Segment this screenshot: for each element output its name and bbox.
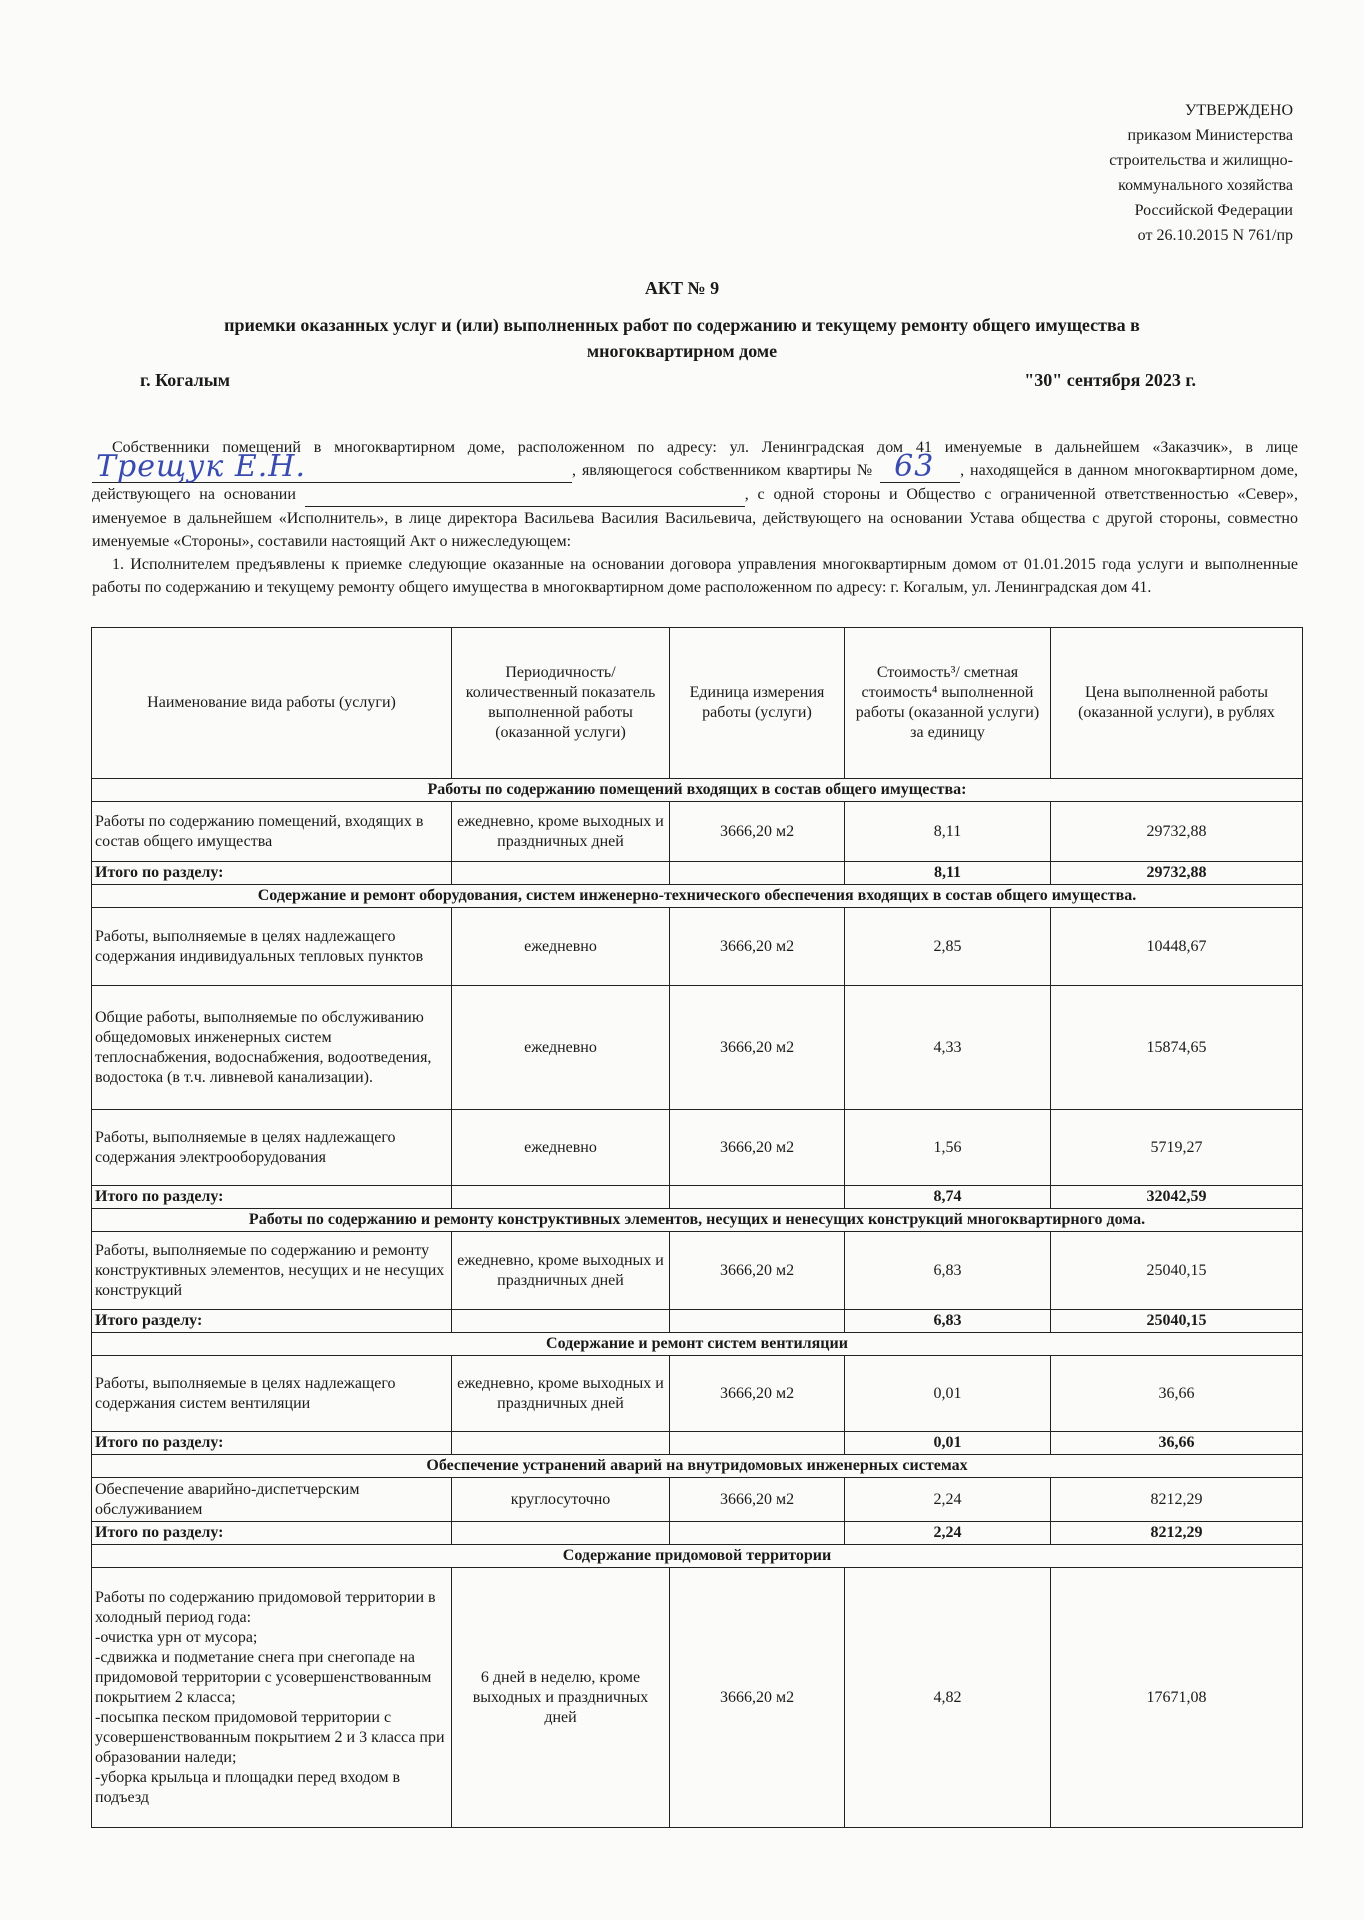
act-subtitle: приемки оказанных услуг и (или) выполненных работ по содержанию и текущему ремонту общего имущества в многоквартирном доме [224,315,1140,361]
table-row: Работы, выполняемые в целях надлежащего содержания электрооборудования ежедневно 3666,20 м2 1,56 5719,27 [92,1110,1303,1186]
owner-name-signature: Трещук Е.Н. [96,449,306,484]
section-total-row: Итого по разделу: 0,01 36,66 [92,1432,1303,1455]
approval-line: приказом Министерства [1127,127,1293,144]
section-row: Работы по содержанию помещений входящих в состав общего имущества: [92,779,1303,802]
act-title: АКТ № 9 [644,278,720,298]
header-cost: Стоимость³/ сметная стоимость⁴ выполненной работы (оказанной услуги) за единицу [845,628,1051,779]
apartment-field [880,449,960,484]
section-row: Обеспечение устранений аварий на внутридомовых инженерных системах [92,1455,1303,1478]
approval-line: от 26.10.2015 N 761/пр [1137,227,1293,244]
apartment-number-handwritten: 63 [894,449,935,484]
intro-text [92,436,1298,599]
section-row: Содержание и ремонт оборудования, систем инженерно-технического обеспечения входящих в состав общего имущества. [92,885,1303,908]
section-total-row: Итого по разделу: 8,11 29732,88 [92,862,1303,885]
approval-line: коммунального хозяйства [1118,177,1293,194]
section-total-row: Итого разделу: 6,83 25040,15 [92,1310,1303,1333]
section-total-row: Итого по разделу: 8,74 32042,59 [92,1186,1303,1209]
table-row: Общие работы, выполняемые по обслуживанию общедомовых инженерных систем теплоснабжения, водоснабжения, водоотведения, водостока (в т.ч. ливневой канализации). ежедневно 3666,20 м2 4,33 15874,65 [92,986,1303,1110]
basis-field [305,483,745,507]
table-row: Обеспечение аварийно-диспетчерским обслуживанием круглосуточно 3666,20 м2 2,24 8212,29 [92,1478,1303,1522]
section-total-row: Итого по разделу: 2,24 8212,29 [92,1522,1303,1545]
section-row: Содержание и ремонт систем вентиляции [92,1333,1303,1356]
intro-paragraph-1: Собственники помещений в многоквартирном доме, расположенном по адресу: ул. Ленинградская дом 41 именуемые в дальнейшем «Заказчик», в лице Трещук Е.Н. , являющегося собственником квартиры № 63 , находящейся в данном многоквартирном доме, действующего на основании , с одной стороны и Общество с ограниченной ответственностью «Север», именуемое в дальнейшем «Исполнитель», в лице директора Васильева Василия Васильевича, действующего на основании Устава общества с другой стороны, совместно именуемые «Стороны», составили настоящий Акт о нижеследующем: [92,439,1299,550]
table-header-row [92,628,1303,779]
header-unit: Единица измерения работы (услуги) [670,628,845,779]
table-row: Работы, выполняемые по содержанию и ремонту конструктивных элементов, несущих и не несущих конструкций ежедневно, кроме выходных и праздничных дней 3666,20 м2 6,83 25040,15 [92,1232,1303,1310]
section-row: Содержание придомовой территории [92,1545,1303,1568]
table-row: Работы по содержанию придомовой территории в холодный период года: -очистка урн от мусора; -сдвижка и подметание снега при снегопаде на придомовой территории с усовершенствованным покрытием 2 класса; -посыпка песком придомовой территории с усовершенствованным покрытием 2 и 3 класса при образовании наледи; -уборка крыльца и площадки перед входом в подъезд 6 дней в неделю, кроме выходных и праздничных дней 3666,20 м2 4,82 17671,08 [92,1568,1303,1828]
header-name: Наименование вида работы (услуги) [92,628,452,779]
section-row: Работы по содержанию и ремонту конструктивных элементов, несущих и ненесущих конструкций многоквартирного дома. [92,1209,1303,1232]
approval-stamp [1033,98,1293,248]
header-period: Периодичность/ количественный показатель выполненной работы (оказанной услуги) [452,628,670,779]
act-date: "30" сентября 2023 г. [1024,370,1196,390]
table-row: Работы, выполняемые в целях надлежащего содержания систем вентиляции ежедневно, кроме выходных и праздничных дней 3666,20 м2 0,01 36,66 [92,1356,1303,1432]
approval-line: Российской Федерации [1134,202,1293,219]
intro-paragraph-2: 1. Исполнителем предъявлены к приемке следующие оказанные на основании договора управления многоквартирным домом от 01.01.2015 года услуги и выполненные работы по содержанию и текущему ремонту общего имущества в многоквартирном доме расположенном по адресу: г. Когалым, ул. Ленинградская дом 41. [92,556,1298,596]
works-table [91,627,1303,1828]
owner-name-field [92,449,572,484]
approval-line: строительства и жилищно- [1109,152,1293,169]
header-price: Цена выполненной работы (оказанной услуги), в рублях [1051,628,1303,779]
act-city: г. Когалым [140,370,231,390]
table-row: Работы по содержанию помещений, входящих в состав общего имущества ежедневно, кроме выходных и праздничных дней 3666,20 м2 8,11 29732,88 [92,802,1303,862]
approval-line: УТВЕРЖДЕНО [1184,102,1293,119]
table-row: Работы, выполняемые в целях надлежащего содержания индивидуальных тепловых пунктов ежедневно 3666,20 м2 2,85 10448,67 [92,908,1303,986]
